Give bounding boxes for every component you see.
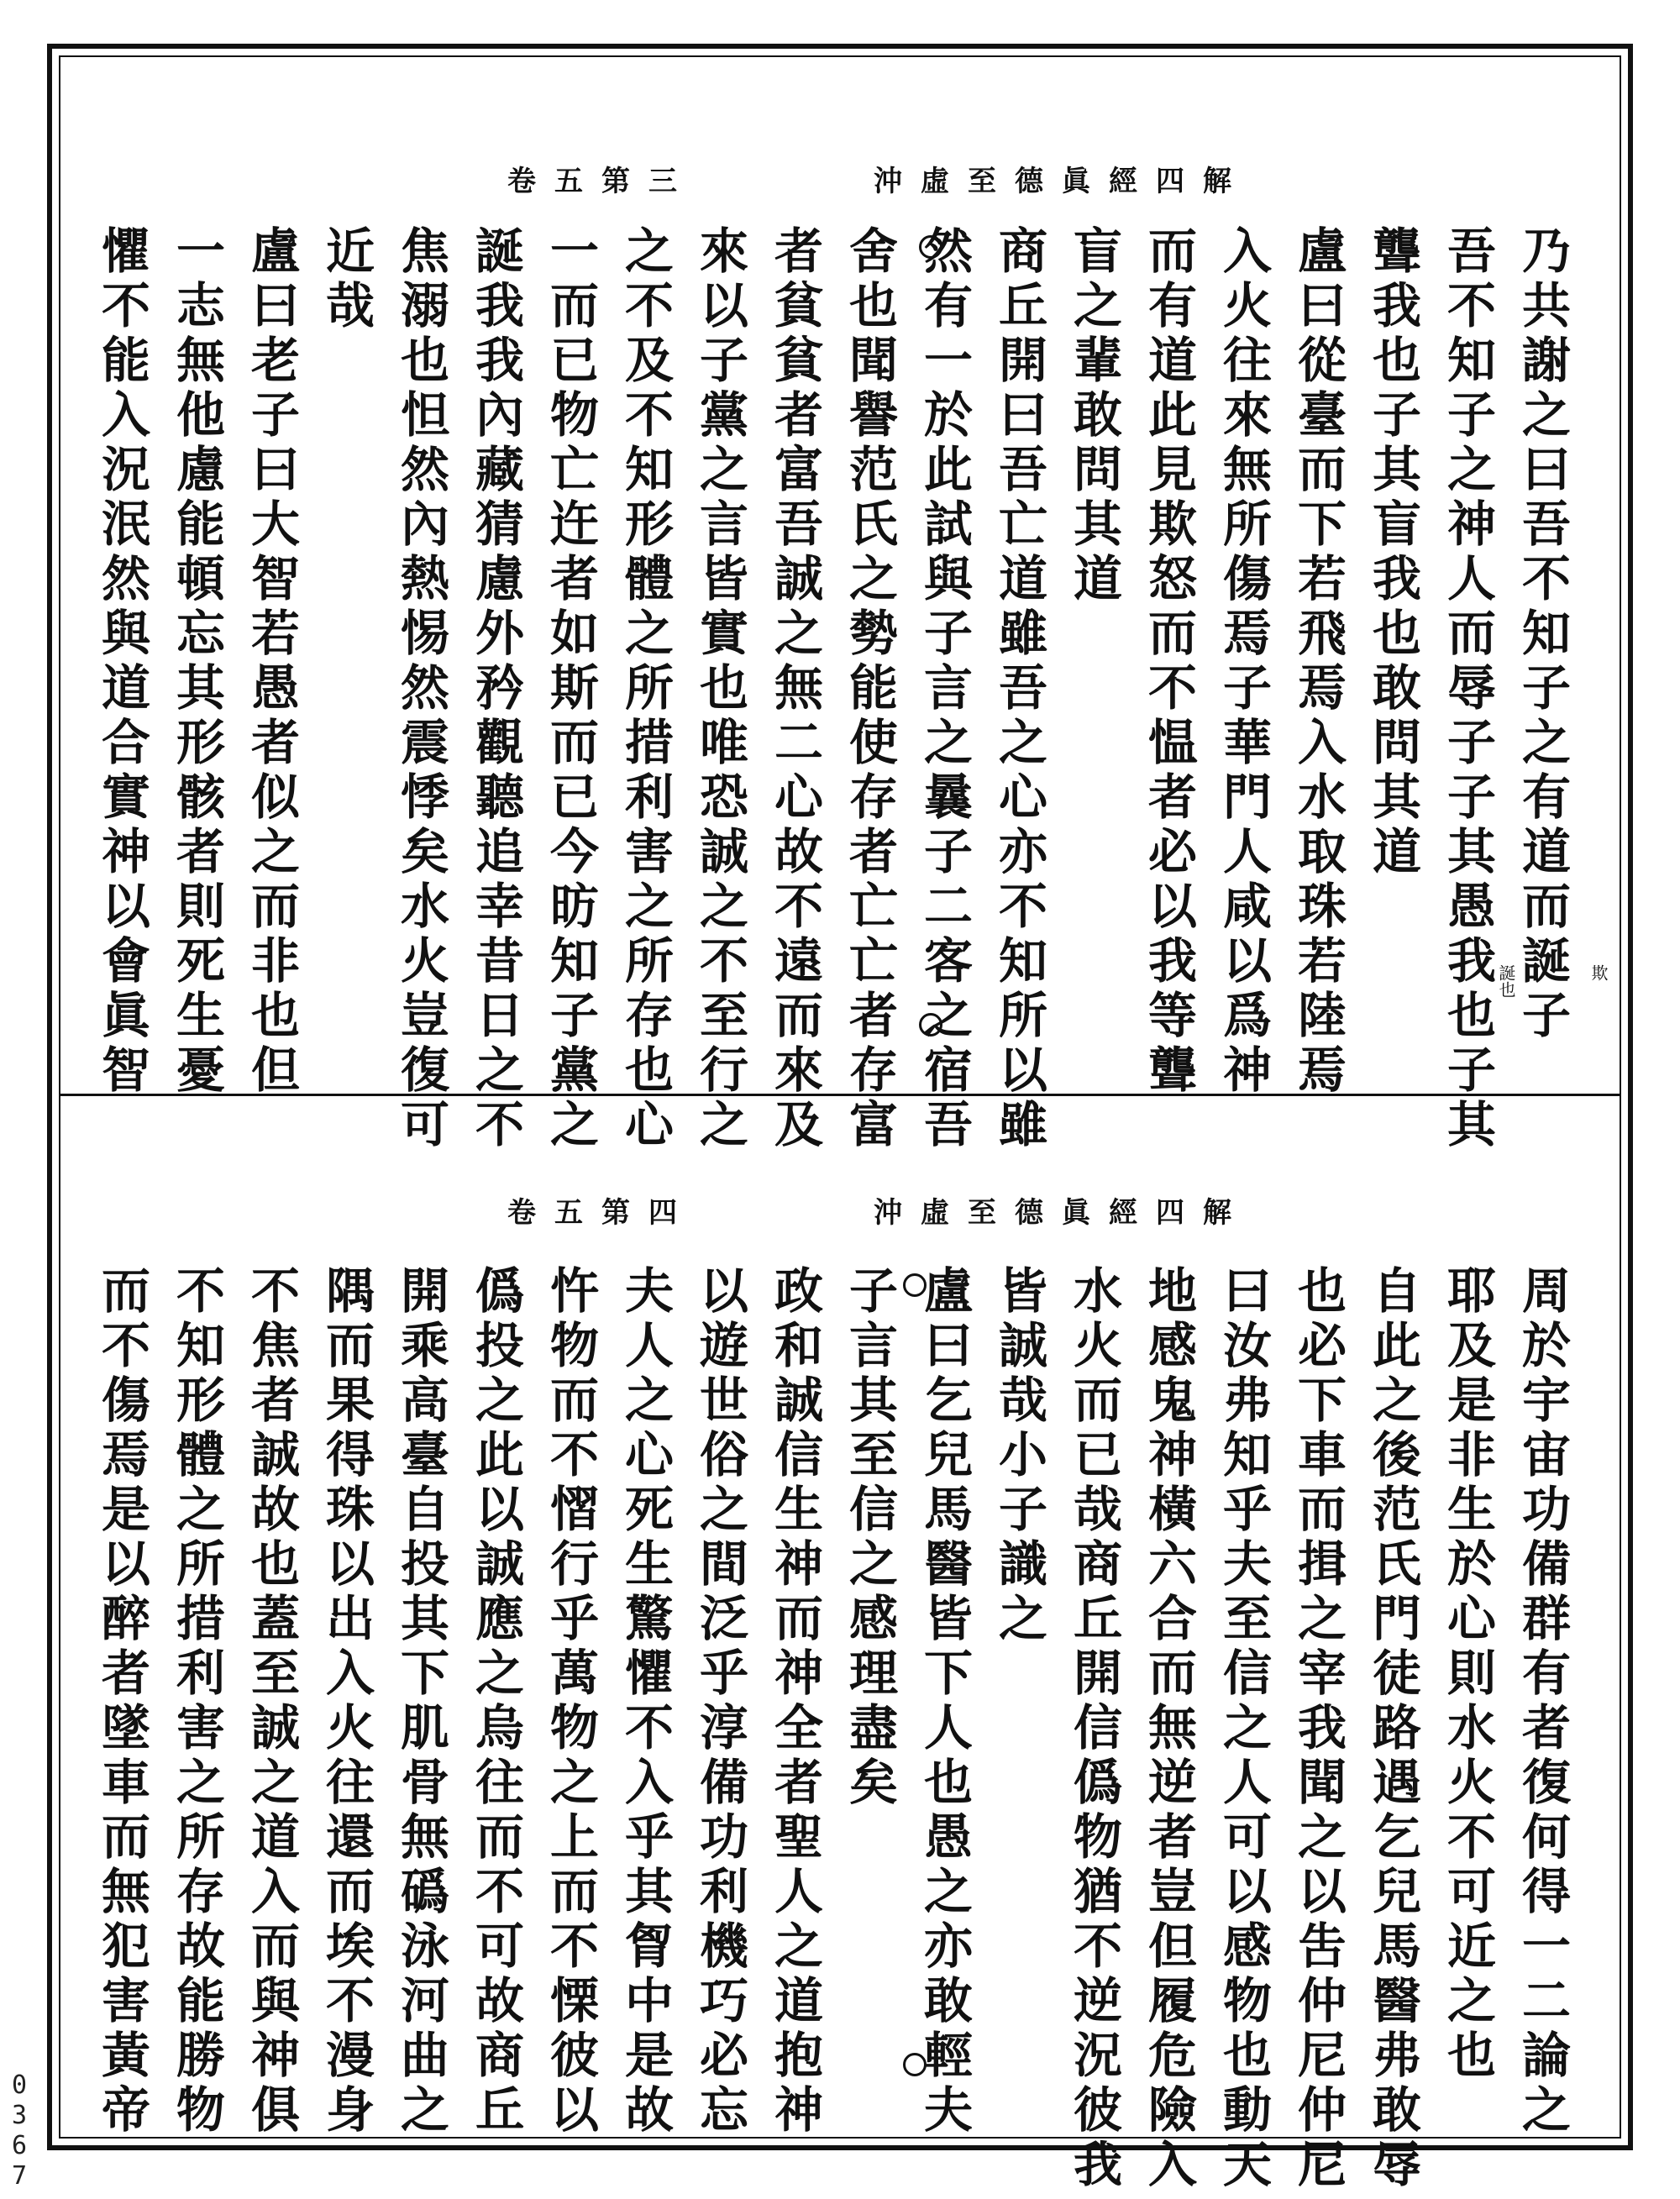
text-column: 者貧貧者富吾誠之無二心故不遠而來及 — [766, 225, 823, 1153]
text-column: 盧曰老子曰大智若愚者似之而非也但 — [243, 225, 300, 1099]
text-column: 不知形體之所措利害之所存故能勝物 — [168, 1265, 225, 2139]
text-column: 不焦者誠故也蓋至誠之道入而與神俱 — [243, 1265, 300, 2139]
text-column: 僞投之此以誠應之烏往而不可故商丘 — [467, 1265, 524, 2139]
punctuation-circle-icon — [919, 1013, 942, 1037]
interlinear-note: 誕也 — [1496, 964, 1516, 998]
top-page — [60, 57, 1620, 1153]
text-column: 夫人之心死生驚懼不入乎其胷中是故 — [617, 1265, 674, 2139]
top-header-title: 沖虛至德眞經四解 — [874, 165, 1250, 198]
bottom-page — [60, 1097, 1620, 2193]
text-column: 耶及是非生於心則水火不可近之也 — [1439, 1265, 1496, 2084]
text-column: 而不傷焉是以醉者墜車而無犯害黃帝 — [93, 1265, 150, 2139]
text-column: 隅而果得珠以出入火往還而埃不漫身 — [318, 1265, 375, 2139]
text-column: 入火往來無所傷焉子華門人咸以爲神 — [1215, 225, 1272, 1099]
text-column: 曰汝弗知乎夫至信之人可以感物也動天 — [1215, 1265, 1272, 2193]
punctuation-circle-icon — [903, 2053, 927, 2076]
text-column: 以遊世俗之間泛乎淳備功利機巧必忘 — [691, 1265, 748, 2139]
page-number: 0 3 6 7 — [11, 2070, 28, 2191]
text-column: 懼不能入況泯然與道合實神以會眞智 — [93, 225, 150, 1099]
interlinear-note: 欺 — [1588, 964, 1609, 981]
text-column: 自此之後范氏門徒路遇乞兒馬醫弗敢辱 — [1364, 1265, 1421, 2193]
text-column: 忤物而不慴行乎萬物之上而不慄彼以 — [542, 1265, 599, 2139]
text-column: 開乘高臺自投其下肌骨無䃣泳河曲之 — [392, 1265, 449, 2139]
text-column: 之不及不知形體之所措利害之所存也心 — [617, 225, 674, 1153]
bottom-header-chapter: 卷五第四 — [507, 1196, 696, 1230]
text-column: 然有一於此試與子言之曩子二客之宿吾 — [916, 225, 973, 1153]
punctuation-circle-icon — [903, 1273, 927, 1297]
text-column: 乃共謝之曰吾不知子之有道而誕子 — [1514, 225, 1571, 1044]
text-column: 盧曰從臺而下若飛焉入水取珠若陸焉 — [1289, 225, 1347, 1099]
text-column: 子言其至信之感理盡矣 — [841, 1265, 898, 1811]
text-column: 聾我也子其盲我也敢問其道 — [1364, 225, 1421, 880]
top-header-chapter: 卷五第三 — [507, 165, 696, 198]
bottom-running-header — [60, 1189, 1620, 1240]
text-column: 周於宇宙功備群有者復何得一二論之 — [1514, 1265, 1571, 2139]
top-running-header — [60, 158, 1620, 208]
text-column: 一志無他慮能頓忘其形骸者則死生憂 — [168, 225, 225, 1099]
text-column: 舍也聞譽范氏之勢能使存者亡亡者存富 — [841, 225, 898, 1153]
text-column: 水火而已哉商丘開信僞物猶不逆況彼我 — [1065, 1265, 1122, 2193]
text-column: 一而已物亡迕者如斯而已今昉知子黨之 — [542, 225, 599, 1153]
text-column: 皆誠哉小子識之 — [990, 1265, 1047, 1647]
text-column: 吾不知子之神人而辱子子其愚我也子其 — [1439, 225, 1496, 1153]
text-column: 盧曰乞兒馬醫皆下人也愚之亦敢輕夫 — [916, 1265, 973, 2139]
text-column: 誕我我內藏猜慮外矜觀聽追幸昔日之不 — [467, 225, 524, 1153]
text-column: 地感鬼神橫六合而無逆者豈但履危險入 — [1140, 1265, 1197, 2193]
text-column: 焦溺也怛然內熱惕然震悸矣水火豈復可 — [392, 225, 449, 1153]
text-column: 也必下車而揖之宰我聞之以吿仲尼仲尼 — [1289, 1265, 1347, 2193]
punctuation-circle-icon — [919, 235, 942, 259]
bottom-header-title: 沖虛至德眞經四解 — [874, 1196, 1250, 1230]
text-column: 商丘開曰吾亡道雖吾之心亦不知所以雖 — [990, 225, 1047, 1153]
text-column: 來以子黨之言皆實也唯恐誠之不至行之 — [691, 225, 748, 1153]
text-column: 近哉 — [318, 225, 375, 334]
text-column: 政和誠信生神而神全者聖人之道抱神 — [766, 1265, 823, 2139]
text-column: 盲之輩敢問其道 — [1065, 225, 1122, 607]
text-column: 而有道此見欺怒而不愠者必以我等聾 — [1140, 225, 1197, 1099]
